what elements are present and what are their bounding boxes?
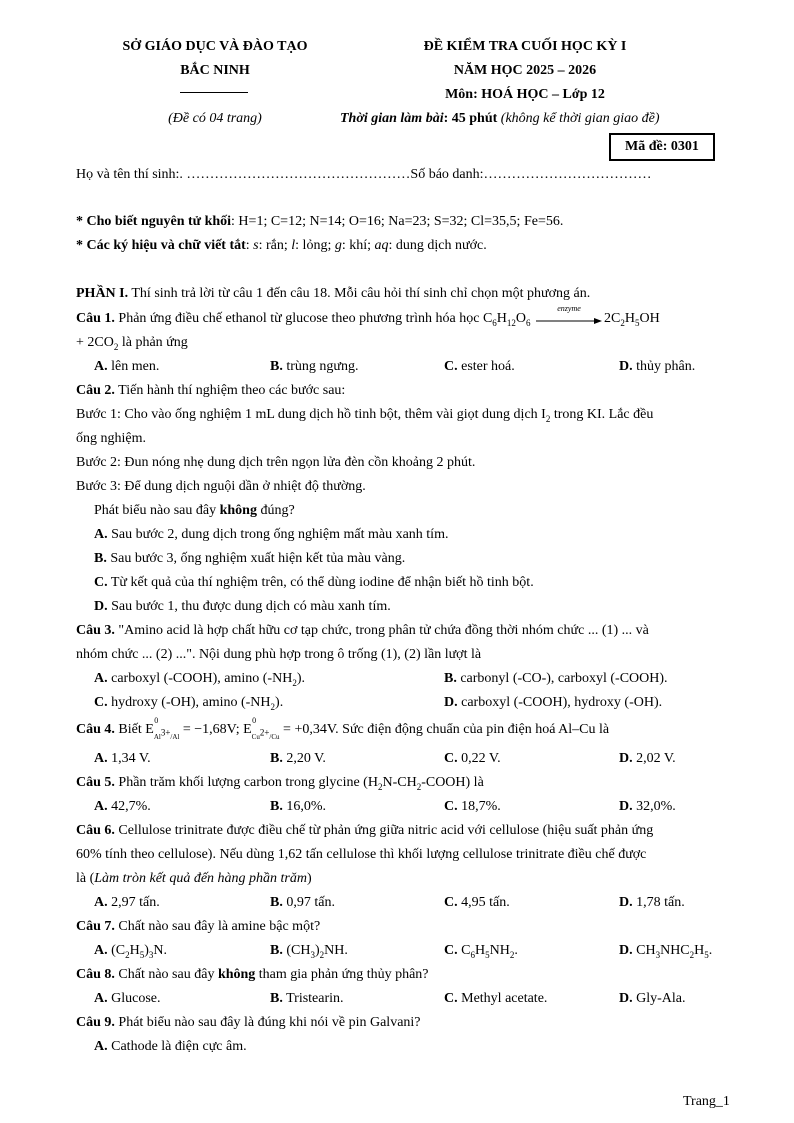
q4-option-b[interactable] <box>270 750 326 768</box>
q1-line2-text: + 2CO <box>76 335 114 350</box>
q2-label: Câu 2. <box>76 383 115 398</box>
q5-label: Câu 5. <box>76 775 115 790</box>
q2-ask-c: đúng? <box>256 503 295 518</box>
option-letter: A. <box>94 991 108 1006</box>
electrode-potential-al: E 0 $_{Al^{3+}/Al}$ <box>145 716 180 741</box>
option-text: hydroxy (-OH), amino (-NH <box>111 695 271 710</box>
option-text: 2,20 V. <box>286 751 326 766</box>
q4-biet: Biết <box>114 722 146 737</box>
q3-text2: nhóm chức ... (2) ...". Nội dung phù hợp trong ô trống (1), (2) lần lượt là <box>76 647 482 662</box>
question-9 <box>76 1014 421 1032</box>
time-line <box>340 110 660 128</box>
option-text: 0,97 tấn. <box>286 895 335 910</box>
q1-option-c[interactable] <box>444 358 515 376</box>
option-letter: C. <box>444 799 458 814</box>
time-note: (không kể thời gian giao đề) <box>497 111 660 126</box>
q3-text: "Amino acid là hợp chất hữu cơ tạp chức, trong phân tử chứa đồng thời nhóm chức ... (1) ... và <box>114 623 649 638</box>
electrode-potential-cu: E 0 $_{Cu^{2+}/Cu}$ <box>243 716 280 741</box>
option-letter: B. <box>270 991 283 1006</box>
time-label: Thời gian làm bài <box>340 111 444 126</box>
q2-step1-cont: ống nghiệm. <box>76 431 146 446</box>
option-text: thủy phân. <box>636 359 696 374</box>
q8-option-b[interactable] <box>270 990 344 1008</box>
option-text: 18,7%. <box>461 799 501 814</box>
q1-option-a[interactable] <box>94 358 159 376</box>
option-text: Từ kết quả của thí nghiệm trên, có thể dùng iodine để nhận biết hồ tinh bột. <box>110 575 534 590</box>
option-letter: D. <box>444 695 458 710</box>
question-7 <box>76 918 320 936</box>
q7-label: Câu 7. <box>76 919 115 934</box>
option-letter: B. <box>270 943 283 958</box>
q5-option-c[interactable] <box>444 798 501 816</box>
option-letter: B. <box>270 751 283 766</box>
option-letter: B. <box>270 799 283 814</box>
option-letter: C. <box>444 991 458 1006</box>
q4-option-d[interactable] <box>619 750 676 768</box>
q8-text-b: không <box>217 967 256 982</box>
part1-text: Thí sinh trả lời từ câu 1 đến câu 18. Mỗi câu hỏi thí sinh chỉ chọn một phương án. <box>128 286 591 301</box>
abbr-aq-text: : dung dịch nước. <box>388 238 487 253</box>
option-text: Sau bước 2, dung dịch trong ống nghiệm mất màu xanh tím. <box>111 527 449 542</box>
option-text: 2,97 tấn. <box>111 895 160 910</box>
q5-text: Phần trăm khối lượng carbon trong glycine (H <box>114 775 378 790</box>
option-letter: C. <box>444 943 458 958</box>
atomic-mass-values: : H=1; C=12; N=14; O=16; Na=23; S=32; Cl=35,5; Fe=56. <box>231 214 564 229</box>
option-letter: A. <box>94 359 108 374</box>
q2-step2: Bước 2: Đun nóng nhẹ dung dịch trên ngọn lửa đèn cồn khoảng 2 phút. <box>76 455 476 470</box>
q2-text: Tiến hành thí nghiệm theo các bước sau: <box>114 383 346 398</box>
q4-text: . Sức điện động chuẩn của pin điện hoá Al–Cu là <box>335 722 610 737</box>
abbr-g: g <box>334 238 342 253</box>
option-letter: A. <box>94 1039 108 1054</box>
q2-step1a: Bước 1: Cho vào ống nghiệm 1 mL dung dịch hồ tinh bột, thêm vài giọt dung dịch I <box>76 407 546 422</box>
q2-ask <box>94 502 295 520</box>
q1-line2: + $2CO_2$ là phản ứng <box>76 335 188 352</box>
q7-option-b[interactable]: B. $(CH_3)_2NH$. <box>270 943 348 960</box>
province-name: BẮC NINH <box>180 63 250 78</box>
question-5: Câu 5. Phần trăm khối lượng carbon trong glycine $(H_2N-CH_2-COOH)$ là <box>76 775 484 792</box>
abbr-aq: aq <box>374 238 389 253</box>
option-text: carbonyl (-CO-), carboxyl (-COOH). <box>460 671 668 686</box>
q6-text3a: là ( <box>76 871 95 886</box>
abbr-s: s <box>253 238 259 253</box>
q3-option-d[interactable] <box>444 694 662 712</box>
option-letter: C. <box>94 695 108 710</box>
option-letter: D. <box>619 751 633 766</box>
question-1: Câu 1. Phản ứng điều chế ethanol từ glucose theo phương trình hóa học $C_6H_{12}O_6$ enzyme $2C_2H_5OH$ <box>76 303 660 328</box>
q5-option-d[interactable] <box>619 798 676 816</box>
option-text: Glucose. <box>111 991 161 1006</box>
q3-option-b[interactable] <box>444 670 668 688</box>
question-3 <box>76 622 649 640</box>
abbr-l: l <box>291 238 296 253</box>
atomic-mass-label: * Cho biết nguyên tử khối <box>76 214 232 229</box>
abbr-s-text: : rắn; <box>258 238 292 253</box>
page-number: Trang_1 <box>683 1094 730 1109</box>
q8-label: Câu 8. <box>76 967 115 982</box>
option-text: ester hoá. <box>461 359 515 374</box>
q7-option-a[interactable]: A. $(C_2H_5)_3N$. <box>94 943 168 960</box>
q6-text: Cellulose trinitrate được điều chế từ phản ứng giữa nitric acid với cellulose (hiệu suất phản ứng <box>114 823 654 838</box>
q1-option-d[interactable] <box>619 358 695 376</box>
arrow-label: enzyme <box>557 303 581 313</box>
q7-option-d[interactable]: D. $CH_3NHC_2H_5$. <box>619 943 713 960</box>
option-letter: A. <box>94 671 108 686</box>
question-8 <box>76 966 429 984</box>
option-text: 2,02 V. <box>636 751 676 766</box>
q8-text-a: Chất nào sau đây <box>114 967 218 982</box>
option-text: trùng ngưng. <box>286 359 359 374</box>
option-text: lên men. <box>111 359 160 374</box>
option-letter: D. <box>94 599 108 614</box>
atomic-mass-note <box>76 213 563 231</box>
q6-label: Câu 6. <box>76 823 115 838</box>
option-letter: C. <box>444 895 458 910</box>
q2-option-d[interactable] <box>94 598 391 616</box>
option-letter: D. <box>619 943 633 958</box>
option-letter: A. <box>94 527 108 542</box>
part1-instruction <box>76 285 590 303</box>
question-2 <box>76 382 345 400</box>
q4-e2: = +0,34V <box>283 722 336 737</box>
q2-ask-a: Phát biểu nào sau đây <box>94 503 220 518</box>
question-4: Câu 4. Biết E 0 $_{Al^{3+}/Al}$ = −1,68V; E 0 $_{Cu^{2+}/Cu}$ = +0,34V. Sức điện động chuẩn của pin điện hoá Al–Cu là <box>76 721 609 746</box>
header-divider <box>180 92 248 93</box>
q6-option-b[interactable] <box>270 894 335 912</box>
option-text: Cathode là điện cực âm. <box>111 1039 247 1054</box>
part1-label: PHẦN I. <box>76 286 129 301</box>
q6-option-a[interactable] <box>94 894 160 912</box>
option-letter: C. <box>444 751 458 766</box>
subject: Môn: HOÁ HỌC – Lớp 12 <box>445 87 605 102</box>
option-text: 16,0%. <box>286 799 327 814</box>
q1-line2-end: là phản ứng <box>118 335 188 350</box>
exam-code: Mã đề: 0301 <box>625 139 699 154</box>
q9-label: Câu 9. <box>76 1015 115 1030</box>
exam-code-box <box>609 133 715 161</box>
abbreviation-note: * Các ký hiệu và chữ viết tắt: s: rắn; l: lỏng; g: khí; aq: dung dịch nước. <box>76 238 487 253</box>
q6-option-c[interactable] <box>444 894 510 912</box>
option-text: Sau bước 1, thu được dung dịch có màu xanh tím. <box>111 599 391 614</box>
candidate-info-line: Họ và tên thí sinh:. …………………………………………Số báo danh:……………………………… <box>76 167 652 182</box>
option-text: 1,78 tấn. <box>636 895 685 910</box>
option-letter: D. <box>619 991 633 1006</box>
option-letter: C. <box>94 575 108 590</box>
option-text: carboxyl (-COOH), amino (-NH <box>111 671 293 686</box>
option-letter: A. <box>94 943 108 958</box>
q2-ask-b: không <box>219 503 257 518</box>
q9-text: Phát biểu nào sau đây là đúng khi nói về pin Galvani? <box>114 1015 421 1030</box>
option-letter: B. <box>270 359 283 374</box>
q5-option-a[interactable] <box>94 798 151 816</box>
option-letter: B. <box>444 671 457 686</box>
department-name: SỞ GIÁO DỤC VÀ ĐÀO TẠO <box>122 39 308 54</box>
q7-option-c[interactable]: C. $C_6H_5NH_2$. <box>444 943 518 960</box>
q2-option-b[interactable] <box>94 550 405 568</box>
option-letter: A. <box>94 895 108 910</box>
q8-option-a[interactable] <box>94 990 161 1008</box>
option-text: 0,22 V. <box>461 751 501 766</box>
exam-title: ĐỀ KIỂM TRA CUỐI HỌC KỲ I <box>423 39 627 54</box>
q4-e1: = −1,68V <box>182 722 236 737</box>
q7-text: Chất nào sau đây là amine bậc một? <box>114 919 321 934</box>
q6-text3c: ) <box>306 871 312 886</box>
q2-option-c[interactable] <box>94 574 534 592</box>
q9-option-a[interactable] <box>94 1038 247 1056</box>
option-letter: A. <box>94 799 108 814</box>
q4-label: Câu 4. <box>76 722 115 737</box>
option-letter: B. <box>270 895 283 910</box>
option-text: 42,7%. <box>111 799 151 814</box>
q1-text: Phản ứng điều chế ethanol từ glucose theo phương trình hóa học C <box>114 311 493 326</box>
option-text: Methyl acetate. <box>461 991 548 1006</box>
question-6 <box>76 822 653 840</box>
q6-text2: 60% tính theo cellulose). Nếu dùng 1,62 tấn cellulose thì khối lượng cellulose trinitrate điều chế được <box>76 847 647 862</box>
option-text: carboxyl (-COOH), hydroxy (-OH). <box>461 695 663 710</box>
q3-label: Câu 3. <box>76 623 115 638</box>
q2-option-a[interactable] <box>94 526 448 544</box>
q6-option-d[interactable] <box>619 894 685 912</box>
q4-option-a[interactable] <box>94 750 151 768</box>
option-text: Sau bước 3, ống nghiệm xuất hiện kết tủa màu vàng. <box>110 551 406 566</box>
q5-option-b[interactable] <box>270 798 326 816</box>
page-count: (Đề có 04 trang) <box>168 111 262 126</box>
q8-text-c: tham gia phản ứng thủy phân? <box>255 967 429 982</box>
q1-option-b[interactable] <box>270 358 358 376</box>
reaction-arrow-icon <box>536 303 602 325</box>
q8-option-c[interactable] <box>444 990 547 1008</box>
q3-option-a[interactable]: A. carboxyl (-COOH), amino $(-NH_2)$. <box>94 671 305 688</box>
option-text: 1,34 V. <box>111 751 151 766</box>
q8-option-d[interactable] <box>619 990 686 1008</box>
q4-option-c[interactable] <box>444 750 501 768</box>
option-letter: D. <box>619 799 633 814</box>
q3-option-c[interactable]: C. hydroxy (-OH), amino $(-NH_2)$. <box>94 695 284 712</box>
q2-step1b: trong KI. Lắc đều <box>550 407 654 422</box>
school-year: NĂM HỌC 2025 – 2026 <box>453 63 597 78</box>
q6-text3b: Làm tròn kết quả đến hàng phần trăm <box>94 871 307 886</box>
time-value: : 45 phút <box>443 111 498 126</box>
option-text: Tristearin. <box>286 991 344 1006</box>
q1-label: Câu 1. <box>76 311 115 326</box>
abbreviation-label: * Các ký hiệu và chữ viết tắt <box>76 238 246 253</box>
option-letter: B. <box>94 551 107 566</box>
q6-text3 <box>76 870 312 888</box>
option-letter: A. <box>94 751 108 766</box>
option-text: Gly-Ala. <box>636 991 686 1006</box>
option-letter: D. <box>619 895 633 910</box>
q2-step3: Bước 3: Để dung dịch nguội dần ở nhiệt độ thường. <box>76 479 366 494</box>
option-letter: D. <box>619 359 633 374</box>
abbr-g-text: : khí; <box>341 238 375 253</box>
option-text: 4,95 tấn. <box>461 895 510 910</box>
option-letter: C. <box>444 359 458 374</box>
abbr-l-text: : lỏng; <box>295 238 335 253</box>
option-text: 32,0%. <box>636 799 676 814</box>
q2-step1: Bước 1: Cho vào ống nghiệm 1 mL dung dịch hồ tinh bột, thêm vài giọt dung dịch $I_2$ trong KI. Lắc đều <box>76 407 654 424</box>
